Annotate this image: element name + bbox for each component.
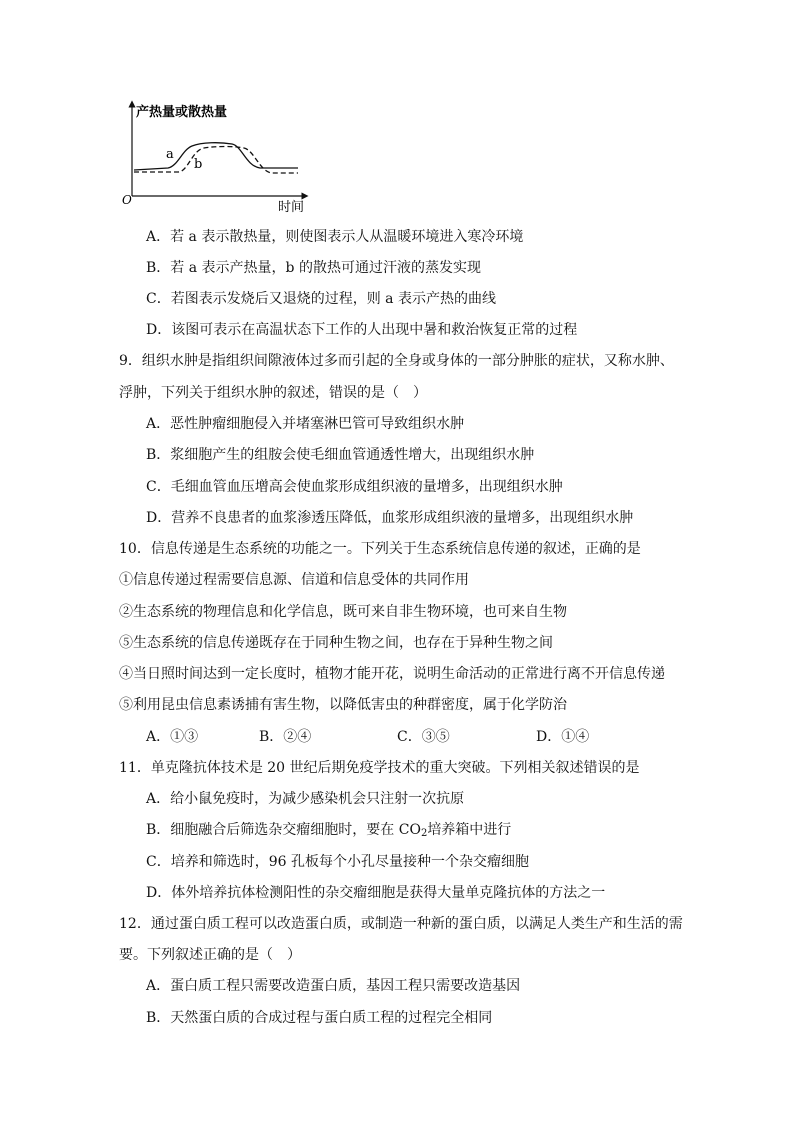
q8-option-d: D．该图可表示在高温状态下工作的人出现中暑和救治恢复正常的过程 bbox=[146, 322, 578, 338]
y-axis-label: 产热量或散热量 bbox=[136, 105, 228, 120]
q8-option-a: A．若 a 表示散热量，则使图表示人从温暖环境进入寒冷环境 bbox=[146, 229, 524, 245]
q11-stem: 11．单克隆抗体技术是 20 世纪后期免疫学技术的重大突破。下列相关叙述错误的是 bbox=[119, 760, 640, 776]
q12-stem-line1: 12．通过蛋白质工程可以改造蛋白质，或制造一种新的蛋白质，以满足人类生产和生活的需 bbox=[119, 916, 683, 932]
x-axis-label: 时间 bbox=[278, 200, 305, 215]
heat-curve-figure bbox=[120, 100, 310, 215]
q10-item-1: ①信息传递过程需要信息源、信道和信息受体的共同作用 bbox=[119, 572, 469, 588]
q9-stem-line1: 9．组织水肿是指组织间隙液体过多而引起的全身或身体的一部分肿胀的症状，又称水肿、 bbox=[119, 353, 674, 369]
q10-item-5: ⑤利用昆虫信息素诱捕有害生物，以降低害虫的种群密度，属于化学防治 bbox=[119, 697, 567, 713]
q11-option-a: A．给小鼠免疫时，为减少感染机会只注射一次抗原 bbox=[146, 791, 465, 807]
q8-option-c: C．若图表示发烧后又退烧的过程，则 a 表示产热的曲线 bbox=[146, 291, 496, 307]
q12-stem-line2: 要。下列叙述正确的是（ ） bbox=[119, 947, 301, 963]
q11-option-d: D．体外培养抗体检测阳性的杂交瘤细胞是获得大量单克隆抗体的方法之一 bbox=[146, 885, 606, 901]
q10-option-b: B．②④ bbox=[259, 729, 312, 745]
curve-b-label: b bbox=[194, 157, 203, 172]
origin-label: O bbox=[122, 193, 132, 207]
q9-option-c: C．毛细血管血压增高会使血浆形成组织液的量增多，出现组织水肿 bbox=[146, 479, 563, 495]
q9-option-a: A．恶性肿瘤细胞侵入并堵塞淋巴管可导致组织水肿 bbox=[146, 416, 465, 432]
q11-option-b-pre: B．细胞融合后筛选杂交瘤细胞时，要在 CO bbox=[146, 822, 421, 838]
q12-option-b: B．天然蛋白质的合成过程与蛋白质工程的过程完全相同 bbox=[146, 1010, 493, 1026]
q11-option-b-post: 培养箱中进行 bbox=[427, 822, 512, 838]
q12-option-a: A．蛋白质工程只需要改造蛋白质，基因工程只需要改造基因 bbox=[146, 978, 521, 994]
q10-item-2: ②生态系统的物理信息和化学信息，既可来自非生物环境，也可来自生物 bbox=[119, 604, 567, 620]
q11-option-c: C．培养和筛选时，96 孔板每个小孔尽量接种一个杂交瘤细胞 bbox=[146, 854, 529, 870]
q10-option-a: A．①③ bbox=[146, 729, 199, 745]
q9-option-d: D．营养不良患者的血浆渗透压降低，血浆形成组织液的量增多，出现组织水肿 bbox=[146, 510, 634, 526]
q11-option-b bbox=[146, 821, 511, 843]
co2-subscript: 2 bbox=[420, 828, 428, 839]
q10-item-3: ⑤生态系统的信息传递既存在于同种生物之间，也存在于异种生物之间 bbox=[119, 635, 553, 651]
q8-option-b: B．若 a 表示产热量，b 的散热可通过汗液的蒸发实现 bbox=[146, 260, 481, 276]
curve-a-label: a bbox=[166, 147, 174, 162]
q9-option-b: B．浆细胞产生的组胺会使毛细血管通透性增大，出现组织水肿 bbox=[146, 447, 535, 463]
q10-option-d: D．①④ bbox=[536, 729, 590, 745]
q10-option-c: C．③⑤ bbox=[397, 729, 450, 745]
q10-stem: 10．信息传递是生态系统的功能之一。下列关于生态系统信息传递的叙述，正确的是 bbox=[119, 541, 641, 557]
q9-stem-line2: 浮肿，下列关于组织水肿的叙述，错误的是（ ） bbox=[119, 385, 427, 401]
q10-item-4: ④当日照时间达到一定长度时，植物才能开花，说明生命活动的正常进行离不开信息传递 bbox=[119, 666, 665, 682]
